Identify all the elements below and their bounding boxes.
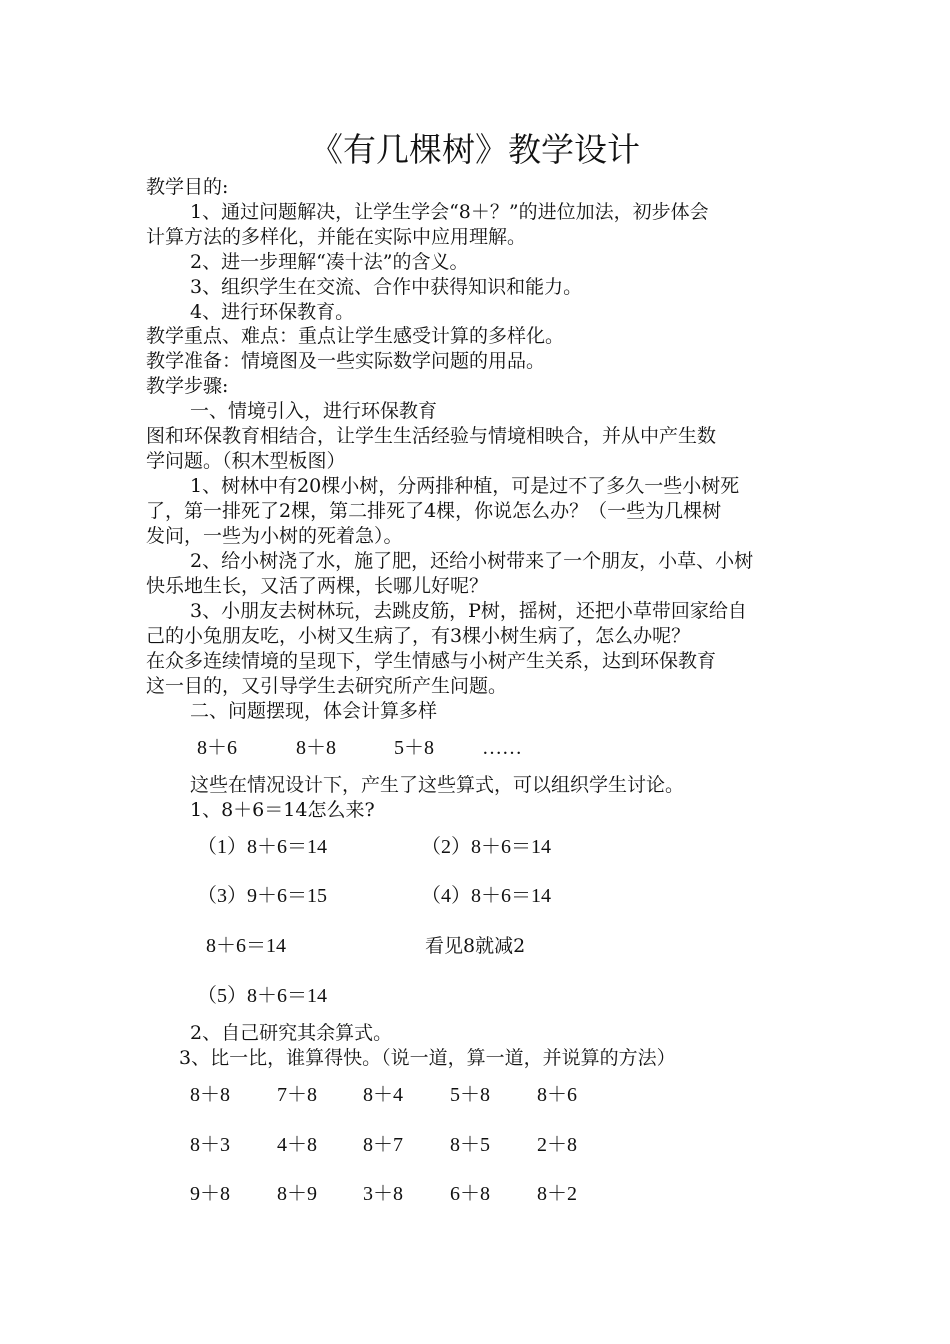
expression-3: 5＋8: [394, 737, 434, 759]
scenario-2-line-2: 快乐地生长，又活了两棵，长哪儿好呢？: [146, 575, 489, 597]
grid-cell: 3＋8: [363, 1183, 403, 1205]
method-2: （2）8＋6＝14: [421, 836, 551, 858]
question-3: 3、比一比，谁算得快。（说一道，算一道，并说算的方法）: [179, 1047, 676, 1069]
scenario-3-line-1: 3、小朋友去树林玩，去跳皮筋，P树，摇树，还把小草带回家给自: [190, 600, 747, 622]
grid-cell: 9＋8: [190, 1183, 230, 1205]
method-4-equation: 8＋6＝14: [206, 935, 286, 957]
question-1: 1、8＋6＝14怎么来?: [190, 799, 375, 821]
grid-cell: 7＋8: [277, 1084, 317, 1106]
expression-ellipsis: ……: [482, 737, 522, 759]
grid-cell: 8＋2: [537, 1183, 577, 1205]
scenario-3-line-2: 己的小兔朋友吃，小树又生病了，有3棵小树生病了，怎么办呢？: [146, 625, 691, 647]
expression-1: 8＋6: [197, 737, 237, 759]
grid-cell: 8＋3: [190, 1134, 230, 1156]
objective-1-line-2: 计算方法的多样化，并能在实际中应用理解。: [146, 226, 527, 248]
grid-cell: 5＋8: [450, 1084, 490, 1106]
scenario-1-line-3: 发问，一些为小树的死着急）。: [146, 525, 403, 547]
scenario-2-line-1: 2、给小树浇了水，施了肥，还给小树带来了一个朋友，小草、小树: [190, 550, 754, 572]
method-1: （1）8＋6＝14: [197, 836, 327, 858]
grid-cell: 8＋9: [277, 1183, 317, 1205]
objective-1-line-1: 1、通过问题解决，让学生学会“8＋？”的进位加法，初步体会: [190, 201, 709, 223]
document-title: 《有几棵树》教学设计: [310, 130, 640, 169]
objective-3: 3、组织学生在交流、合作中获得知识和能力。: [190, 276, 583, 298]
grid-cell: 4＋8: [277, 1134, 317, 1156]
objectives-heading: 教学目的:: [146, 176, 229, 198]
preparation: 教学准备：情境图及一些实际数学问题的用品。: [146, 350, 546, 372]
expression-2: 8＋8: [296, 737, 336, 759]
part1-intro-line-1: 图和环保教育相结合，让学生生活经验与情境相映合，并从中产生数: [146, 425, 717, 447]
discussion-text: 这些在情况设计下，产生了这些算式，可以组织学生讨论。: [190, 774, 685, 796]
scenario-1-line-1: 1、树林中有20棵小树，分两排种植，可是过不了多久一些小树死: [190, 475, 740, 497]
grid-cell: 8＋5: [450, 1134, 490, 1156]
summary-line-1: 在众多连续情境的呈现下，学生情感与小树产生关系，达到环保教育: [146, 650, 717, 672]
method-5: （5）8＋6＝14: [197, 985, 327, 1007]
grid-cell: 8＋6: [537, 1084, 577, 1106]
summary-line-2: 这一目的，又引导学生去研究所产生问题。: [146, 675, 508, 697]
part2-heading: 二、问题摆现，体会计算多样: [190, 700, 438, 722]
grid-cell: 8＋7: [363, 1134, 403, 1156]
grid-cell: 6＋8: [450, 1183, 490, 1205]
scenario-1-line-2: 了，第一排死了2棵，第二排死了4棵，你说怎么办？（一些为几棵树: [146, 500, 722, 522]
method-3: （3）9＋6＝15: [197, 885, 327, 907]
grid-cell: 8＋4: [363, 1084, 403, 1106]
part1-heading: 一、情境引入，进行环保教育: [190, 400, 438, 422]
part1-intro-line-2: 学问题。（积木型板图）: [146, 450, 346, 472]
steps-heading: 教学步骤:: [146, 375, 229, 397]
grid-cell: 2＋8: [537, 1134, 577, 1156]
grid-cell: 8＋8: [190, 1084, 230, 1106]
objective-2: 2、进一步理解“凑十法”的含义。: [190, 251, 469, 273]
key-points: 教学重点、难点：重点让学生感受计算的多样化。: [146, 325, 565, 347]
question-2: 2、自己研究其余算式。: [190, 1022, 393, 1044]
method-4: （4）8＋6＝14: [421, 885, 551, 907]
objective-4: 4、进行环保教育。: [190, 301, 355, 323]
method-4-note: 看见8就减2: [425, 935, 526, 957]
